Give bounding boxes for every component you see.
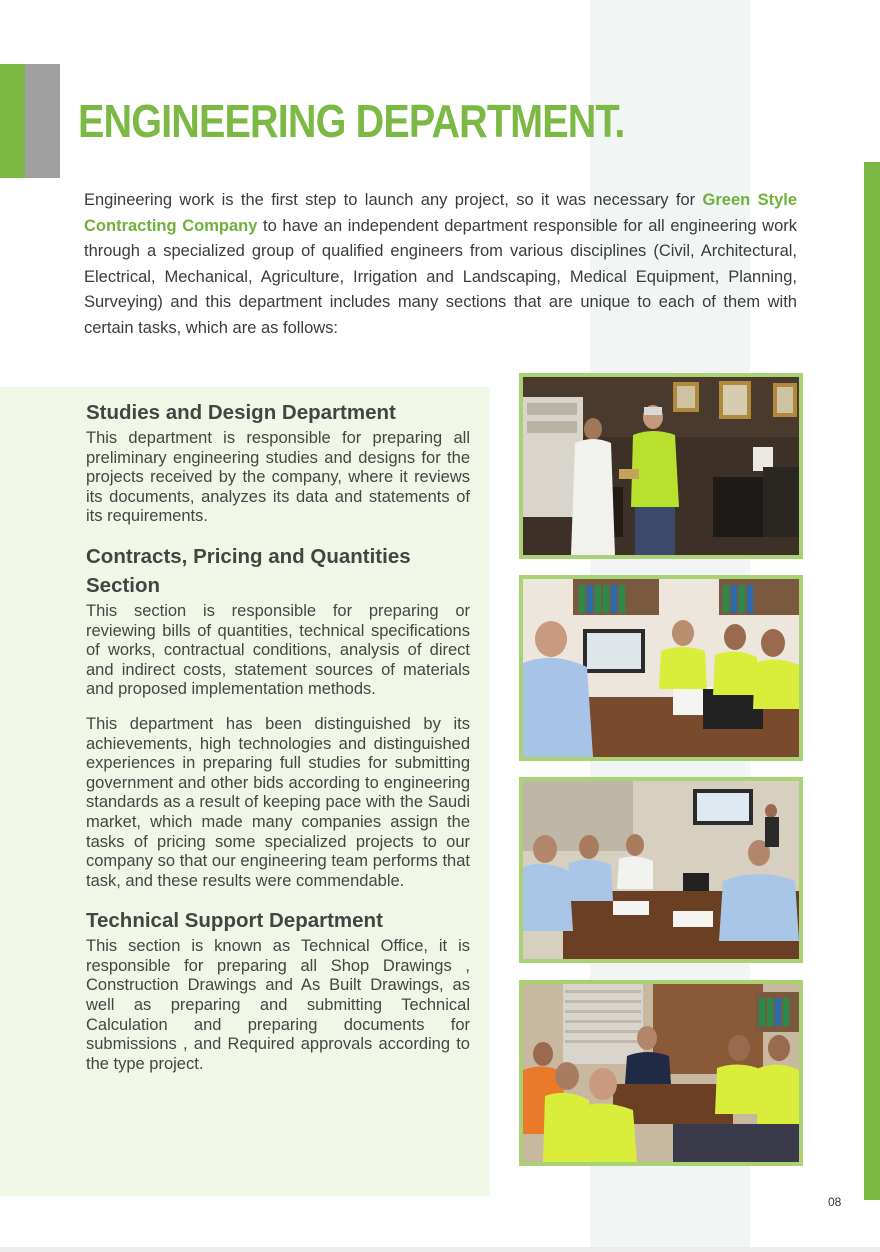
intro-paragraph [84,188,797,341]
photo-technical-office [519,980,803,1166]
photo-office-meeting [519,373,803,559]
section-body: This department is responsible for preparing all preliminary engineering studies and designs for the projects received by the company, where it reviews its documents, analyzes its data and statements of its requirements. [86,429,470,526]
section-studies-design [86,398,470,527]
company-name: Green Style Contracting Company [84,191,798,235]
photo-pricing-team [519,575,803,761]
bottom-divider [0,1247,880,1252]
photo-office-meeting-illustration [523,377,799,555]
intro-text-start: Engineering work is the first step to launch any project, so it was necessary for [84,191,703,209]
right-accent-bar [864,162,880,1200]
photo-technical-office-illustration [523,984,799,1162]
section-title: Contracts, Pricing and Quantities Section [86,544,411,597]
page-number: 08 [828,1195,842,1209]
photo-meeting-room [519,777,803,963]
title-marker-green [0,64,25,178]
photo-meeting-room-illustration [523,781,799,959]
section-technical-support [86,906,470,1074]
sections-column [86,398,470,1089]
section-title: Technical Support Department [86,909,383,933]
section-body: This section is responsible for preparing or reviewing bills of quantities, technical specifications of works, contractual conditions, analysis of direct and indirect costs, statement sources of materials and proposed implementation methods. [86,601,470,699]
section-contracts-pricing [86,542,470,891]
photo-pricing-team-illustration [523,579,799,757]
section-title: Studies and Design Department [86,401,396,424]
section-body: This section is known as Technical Office, it is responsible for preparing all Shop Drawings , Construction Drawings and As Built Drawings, as well as preparing and submitting Technical Calculation and preparing documents for submissions , and Required approvals according to the type project. [86,937,470,1073]
intro-text-end: to have an independent department responsible for all engineering work through a specialized group of qualified engineers from various disciplines (Civil, Architectural, Electrical, Mechanical, Agriculture, Irrigation and Landscaping, Medical Equipment, Planning, Surveying) and this department includes many sections that are unique to each of them with certain tasks, which are as follows: [84,216,798,337]
section-body: This department has been distinguished by its achievements, high technologies and distinguished experiences in preparing full studies for submitting government and other bids according to engineering standards as a result of keeping pace with the Saudi market, which made many companies assign the tasks of pricing some specialized projects to our company so that our engineering team performs that task, and these results were commendable. [86,714,470,890]
page-title: ENGINEERING DEPARTMENT. [78,95,625,147]
title-marker-gray [25,64,60,178]
